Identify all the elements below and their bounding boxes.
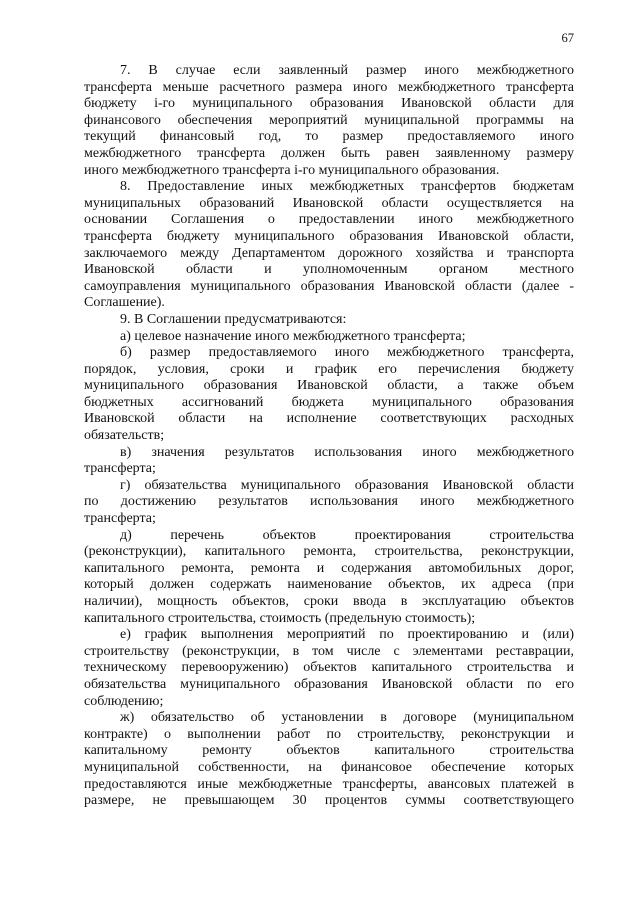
- text-line: 7. В случае если заявленный размер иного межбюджетного: [120, 63, 574, 78]
- text-line: основании Соглашения о предоставлении иного межбюджетного: [84, 212, 574, 228]
- page-number: 67: [561, 31, 574, 45]
- text-line: трансферта бюджету муниципального образования Ивановской области,: [84, 228, 574, 244]
- text-line: г) обязательства муниципального образования Ивановской области: [120, 477, 574, 493]
- paragraph-pg: [84, 478, 574, 528]
- text-line: капитального ремонта, ремонта и содержания автомобильных дорог,: [84, 560, 574, 576]
- text-line: обязательств;: [84, 428, 165, 444]
- document-body: [84, 63, 574, 810]
- text-line: по достижению результатов использования иного межбюджетного: [84, 494, 574, 510]
- paragraph-pb: [84, 345, 574, 445]
- text-line: бюджетных ассигнований бюджета муниципального образования: [84, 394, 574, 410]
- paragraph-pd: [84, 528, 574, 628]
- text-line: капитального строительства, стоимость (предельную стоимость);: [84, 610, 476, 626]
- text-line: предоставляются иные межбюджетные трансферты, авансовых платежей в: [84, 776, 574, 792]
- text-line: техническому перевооружению) объектов капитального строительства и: [84, 660, 574, 676]
- paragraph-p8: [84, 179, 574, 312]
- text-line: обязательства муниципального образования Ивановской области по его: [84, 676, 574, 692]
- text-line: наличии), мощность объектов, сроки ввода в эксплуатацию объектов: [84, 594, 574, 609]
- paragraph-pv: [84, 445, 574, 478]
- text-line: а) целевое назначение иного межбюджетного трансферта;: [120, 328, 466, 344]
- text-line: 9. В Соглашении предусматриваются:: [120, 311, 347, 327]
- text-line: муниципальных образований Ивановской области осуществляется на: [84, 195, 574, 211]
- paragraph-p9: [84, 312, 574, 329]
- text-line: порядок, условия, сроки и график его перечисления бюджету: [84, 361, 574, 377]
- text-line: Ивановской области на исполнение соответствующих расходных: [84, 411, 574, 427]
- text-line: который должен содержать наименование объектов, их адреса (при: [84, 577, 574, 593]
- text-line: текущий финансовый год, то размер предоставляемого иного: [84, 129, 574, 145]
- text-line: трансферта;: [84, 511, 156, 527]
- text-line: межбюджетного трансферта должен быть равен заявленному размеру: [84, 145, 574, 161]
- text-line: е) график выполнения мероприятий по проектированию и (или): [120, 627, 574, 643]
- paragraph-p7: [84, 63, 574, 179]
- text-line: (реконструкции), капитального ремонта, строительства, реконструкции,: [84, 544, 574, 560]
- text-line: капитальному ремонту объектов капитального строительства: [84, 743, 574, 759]
- paragraph-pa: [84, 329, 574, 346]
- text-line: заключаемого между Департаментом дорожного хозяйства и транспорта: [84, 245, 574, 261]
- text-line: бюджету i-го муниципального образования Ивановской области для: [84, 96, 574, 112]
- text-line: контракте) о выполнении работ по строительству, реконструкции и: [84, 726, 574, 742]
- text-line: муниципальной собственности, на финансовое обеспечение которых: [84, 759, 574, 775]
- text-line: финансового обеспечения мероприятий муниципальной программы на: [84, 112, 574, 128]
- text-line: б) размер предоставляемого иного межбюджетного трансферта,: [120, 345, 574, 361]
- text-line: иного межбюджетного трансферта i-го муниципального образования.: [84, 162, 500, 178]
- text-line: строительству (реконструкции, в том числе с элементами реставрации,: [84, 643, 574, 659]
- paragraph-pe: [84, 627, 574, 710]
- text-line: соблюдению;: [84, 693, 164, 709]
- text-line: Ивановской области и уполномоченным органом местного: [84, 262, 574, 278]
- text-line: Соглашение).: [84, 295, 165, 311]
- text-line: муниципального образования Ивановской области, а также объем: [84, 378, 574, 394]
- text-line: самоуправления муниципального образования Ивановской области (далее -: [84, 278, 574, 294]
- text-line: 8. Предоставление иных межбюджетных трансфертов бюджетам: [120, 179, 574, 195]
- text-line: трансферта;: [84, 461, 156, 477]
- paragraph-pzh: [84, 710, 574, 810]
- text-line: ж) обязательство об установлении в договоре (муниципальном: [120, 710, 574, 726]
- text-line: д) перечень объектов проектирования строительства: [120, 527, 574, 543]
- text-line: размере, не превышающем 30 процентов суммы соответствующего: [84, 793, 574, 809]
- text-line: трансферта меньше расчетного размера иного межбюджетного трансферта: [84, 79, 574, 95]
- text-line: в) значения результатов использования иного межбюджетного: [120, 444, 574, 460]
